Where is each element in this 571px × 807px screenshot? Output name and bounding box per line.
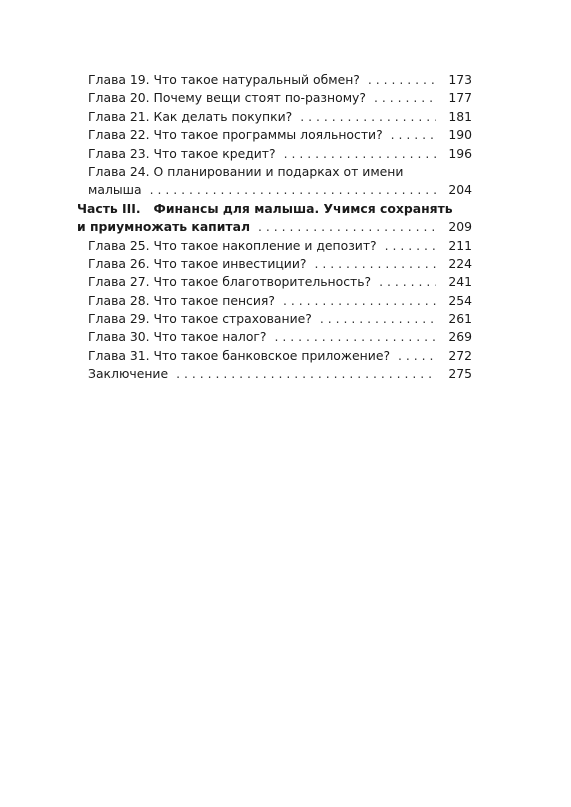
toc-entry-title: Глава 22. Что такое программы лояльности?: [88, 127, 383, 143]
toc-entry-title: Заключение: [88, 366, 169, 382]
toc-entry-title: Глава 28. Что такое пенсия?: [88, 292, 275, 308]
toc-entry-title: Глава 27. Что такое благотворительность?: [88, 274, 372, 290]
toc-entry-title: Глава 19. Что такое натуральный обмен?: [88, 72, 360, 87]
toc-entry-chapter-27[interactable]: [77, 273, 472, 291]
toc-entry-chapter-29[interactable]: [77, 310, 472, 328]
toc-entry-page-number: 209: [448, 219, 472, 235]
toc-entry-chapter-20[interactable]: [77, 89, 472, 107]
dot-leader: [374, 89, 436, 107]
toc-entry-page-number: 211: [448, 237, 472, 253]
toc-entry-chapter-31[interactable]: [77, 347, 472, 365]
toc-entry-title: Глава 29. Что такое страхование?: [88, 311, 312, 327]
toc-entry-page-number: 177: [448, 90, 472, 106]
toc-entry-chapter-25[interactable]: [77, 237, 472, 255]
toc-entry-title: Глава 23. Что такое кредит?: [88, 145, 276, 161]
toc-entry-title: Глава 25. Что такое накопление и депозит?: [88, 237, 377, 253]
toc-entry-chapter-23[interactable]: [77, 145, 472, 163]
toc-entry-chapter-24[interactable]: [77, 163, 472, 200]
toc-entry-title-line-2: малыша: [88, 182, 142, 198]
dot-leader: [320, 310, 436, 328]
toc-entry-conclusion[interactable]: [77, 365, 472, 383]
toc-entry-page-number: 190: [448, 127, 472, 143]
toc-entry-page-number: 173: [448, 72, 472, 87]
dot-leader: [150, 181, 436, 199]
toc-entry-title-line-1: Глава 24. О планировании и подарках от имени: [88, 163, 404, 179]
toc-entry-chapter-28[interactable]: [77, 292, 472, 310]
dot-leader: [283, 292, 436, 310]
dot-leader: [258, 218, 436, 236]
dot-leader: [284, 145, 436, 163]
toc-entry-chapter-22[interactable]: [77, 126, 472, 144]
toc-entry-page-number: 272: [448, 347, 472, 363]
dot-leader: [275, 328, 437, 346]
toc-entry-page-number: 204: [448, 182, 472, 198]
toc-entry-page-number: 196: [448, 145, 472, 161]
toc-entry-title: Глава 21. Как делать покупки?: [88, 108, 293, 124]
toc-entry-title: Глава 31. Что такое банковское приложение?: [88, 347, 391, 363]
dot-leader: [315, 255, 437, 273]
dot-leader: [300, 108, 436, 126]
toc-part-title-line-1: Часть III. Финансы для малыша. Учимся сохранять: [77, 200, 453, 216]
toc-entry-title: Глава 20. Почему вещи стоят по-разному?: [88, 90, 366, 106]
toc-entry-chapter-21[interactable]: [77, 108, 472, 126]
dot-leader: [176, 365, 436, 383]
dot-leader: [398, 347, 436, 365]
table-of-contents: [77, 71, 472, 384]
toc-entry-title: Глава 26. Что такое инвестиции?: [88, 255, 307, 271]
dot-leader: [368, 71, 436, 89]
toc-entry-page-number: 224: [448, 255, 472, 271]
toc-entry-chapter-30[interactable]: [77, 328, 472, 346]
toc-entry-chapter-26[interactable]: [77, 255, 472, 273]
toc-entry-page-number: 269: [448, 329, 472, 345]
toc-entry-chapter-19[interactable]: [77, 71, 472, 89]
toc-entry-page-number: 241: [448, 274, 472, 290]
toc-entry-page-number: 275: [448, 366, 472, 382]
toc-part-title-line-2: и приумножать капитал: [77, 219, 251, 235]
dot-leader: [385, 237, 436, 255]
dot-leader: [391, 126, 436, 144]
dot-leader: [379, 273, 436, 291]
toc-entry-page-number: 181: [448, 108, 472, 124]
toc-entry-part-3[interactable]: [77, 200, 472, 237]
toc-entry-page-number: 254: [448, 292, 472, 308]
toc-entry-title: Глава 30. Что такое налог?: [88, 329, 267, 345]
toc-entry-page-number: 261: [448, 311, 472, 327]
